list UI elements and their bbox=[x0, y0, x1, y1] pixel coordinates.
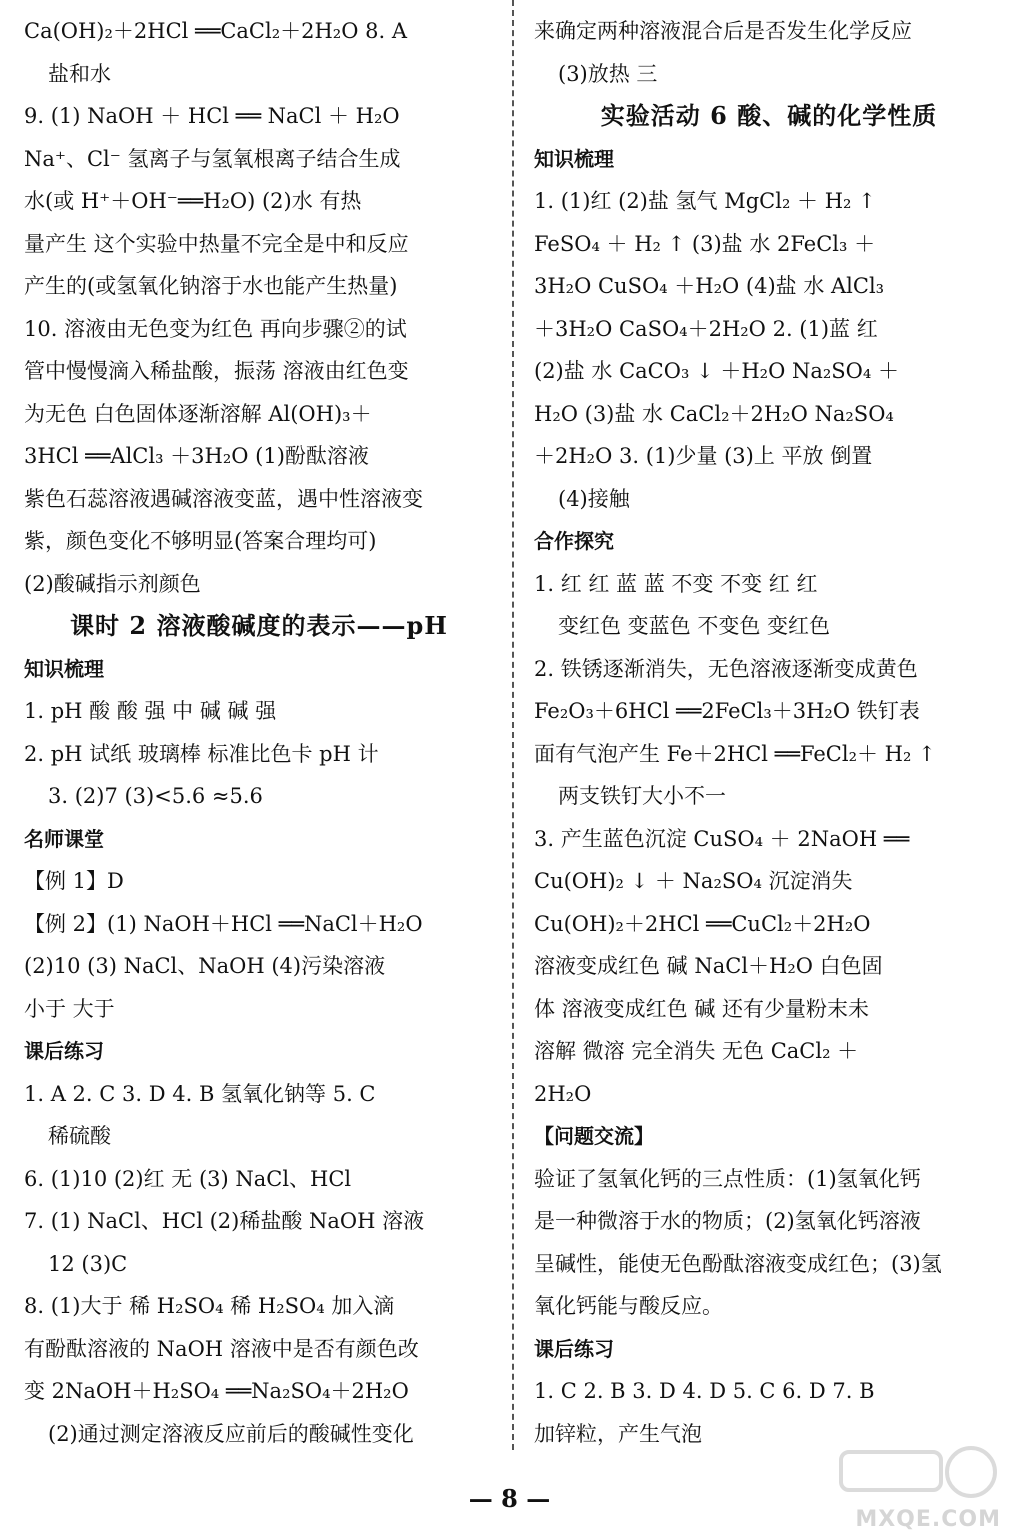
text-line: 溶液变成红色 碱 NaCl＋H₂O 白色固 bbox=[534, 954, 883, 978]
text-line: 变红色 变蓝色 不变色 变红色 bbox=[558, 614, 831, 638]
text-line: ＋3H₂O CaSO₄＋2H₂O 2. (1)蓝 红 bbox=[534, 316, 878, 341]
text-line: 加锌粒，产生气泡 bbox=[534, 1421, 702, 1446]
text-line: 9. (1) NaOH ＋ HCl ══ NaCl ＋ H₂O bbox=[24, 104, 400, 128]
text-line: 管中慢慢滴入稀盐酸，振荡 溶液由红色变 bbox=[24, 359, 409, 383]
text-line: 3H₂O CuSO₄ ＋H₂O (4)盐 水 AlCl₃ bbox=[534, 274, 885, 298]
text-line: H₂O (3)盐 水 CaCl₂＋2H₂O Na₂SO₄ bbox=[534, 401, 894, 426]
text-line: 盐和水 bbox=[48, 61, 111, 86]
section-title: 实验活动 6 酸、碱的化学性质 bbox=[600, 101, 938, 130]
section-heading: 合作探究 bbox=[534, 529, 614, 553]
text-line: 紫色石蕊溶液遇碱溶液变蓝，遇中性溶液变 bbox=[24, 486, 423, 511]
text-line: 3. (2)7 (3)<5.6 ≈5.6 bbox=[48, 784, 263, 808]
text-line: 7. (1) NaCl、HCl (2)稀盐酸 NaOH 溶液 bbox=[24, 1209, 425, 1233]
watermark-seal-icon bbox=[821, 1442, 1001, 1502]
text-line: 1. A 2. C 3. D 4. B 氢氧化钠等 5. C bbox=[24, 1081, 376, 1106]
text-line: 1. (1)红 (2)盐 氢气 MgCl₂ ＋ H₂ ↑ bbox=[534, 189, 876, 213]
text-line: 是一种微溶于水的物质；(2)氢氧化钙溶液 bbox=[534, 1209, 921, 1233]
section-heading: 课后练习 bbox=[24, 1039, 104, 1063]
text-line: 变 2NaOH＋H₂SO₄ ══Na₂SO₄＋2H₂O bbox=[24, 1379, 409, 1403]
text-line: 【例 2】(1) NaOH＋HCl ══NaCl＋H₂O bbox=[24, 911, 423, 936]
text-line: (2)通过测定溶液反应前后的酸碱性变化 bbox=[48, 1421, 414, 1446]
text-line: Ca(OH)₂＋2HCl ══CaCl₂＋2H₂O 8. A bbox=[24, 19, 407, 43]
watermark-logo bbox=[801, 1442, 1001, 1532]
text-line: Cu(OH)₂ ↓ ＋ Na₂SO₄ 沉淀消失 bbox=[534, 869, 853, 893]
text-line: Fe₂O₃＋6HCl ══2FeCl₃＋3H₂O 铁钉表 bbox=[534, 699, 920, 723]
right-column bbox=[534, 10, 1004, 1455]
text-line: FeSO₄ ＋ H₂ ↑ (3)盐 水 2FeCl₃ ＋ bbox=[534, 231, 876, 256]
text-line: 3HCl ══AlCl₃ ＋3H₂O (1)酚酞溶液 bbox=[24, 444, 369, 468]
text-line: 8. (1)大于 稀 H₂SO₄ 稀 H₂SO₄ 加入滴 bbox=[24, 1294, 395, 1318]
text-line: 体 溶液变成红色 碱 还有少量粉末未 bbox=[534, 996, 870, 1021]
section-heading: 知识梳理 bbox=[24, 656, 104, 681]
text-line: 氧化钙能与酸反应。 bbox=[534, 1294, 723, 1318]
page-number: — 8 — bbox=[468, 1484, 551, 1513]
text-line: (2)酸碱指示剂颜色 bbox=[24, 571, 201, 596]
text-line: Na⁺、Cl⁻ 氢离子与氢氧根离子结合生成 bbox=[24, 146, 401, 171]
text-line: 小于 大于 bbox=[24, 996, 115, 1021]
watermark-text: MXQE.COM bbox=[855, 1507, 1001, 1532]
text-line: 量产生 这个实验中热量不完全是中和反应 bbox=[24, 231, 409, 256]
section-heading: 【问题交流】 bbox=[534, 1124, 654, 1148]
text-line: (2)盐 水 CaCO₃ ↓ ＋H₂O Na₂SO₄ ＋ bbox=[534, 359, 899, 383]
text-line: 【例 1】D bbox=[24, 869, 124, 893]
text-line: Cu(OH)₂＋2HCl ══CuCl₂＋2H₂O bbox=[534, 911, 871, 936]
text-line: (4)接触 bbox=[558, 486, 630, 511]
text-line: 面有气泡产生 Fe＋2HCl ══FeCl₂＋ H₂ ↑ bbox=[534, 741, 936, 766]
text-line: 溶解 微溶 完全消失 无色 CaCl₂ ＋ bbox=[534, 1039, 859, 1063]
text-line: 水(或 H⁺＋OH⁻══H₂O) (2)水 有热 bbox=[24, 189, 362, 213]
section-heading: 课后练习 bbox=[534, 1336, 614, 1361]
text-line: 1. C 2. B 3. D 4. D 5. C 6. D 7. B bbox=[534, 1379, 875, 1403]
text-line: ＋2H₂O 3. (1)少量 (3)上 平放 倒置 bbox=[534, 444, 873, 468]
column-divider bbox=[512, 0, 514, 1450]
text-line: 2. pH 试纸 玻璃棒 标准比色卡 pH 计 bbox=[24, 741, 379, 766]
text-line: 2. 铁锈逐渐消失，无色溶液逐渐变成黄色 bbox=[534, 656, 918, 681]
text-line: (3)放热 三 bbox=[558, 61, 658, 86]
text-line: 稀硫酸 bbox=[48, 1124, 111, 1148]
section-heading: 名师课堂 bbox=[24, 826, 104, 851]
text-line: 1. 红 红 蓝 蓝 不变 不变 红 红 bbox=[534, 571, 818, 596]
text-line: 产生的(或氢氧化钠溶于水也能产生热量) bbox=[24, 274, 398, 298]
text-line: 1. pH 酸 酸 强 中 碱 碱 强 bbox=[24, 699, 277, 723]
text-line: 紫，颜色变化不够明显(答案合理均可) bbox=[24, 529, 377, 553]
section-heading: 知识梳理 bbox=[534, 146, 614, 171]
text-line: 有酚酞溶液的 NaOH 溶液中是否有颜色改 bbox=[24, 1336, 419, 1361]
text-line: 6. (1)10 (2)红 无 (3) NaCl、HCl bbox=[24, 1166, 352, 1191]
text-line: 来确定两种溶液混合后是否发生化学反应 bbox=[534, 19, 912, 43]
text-line: 12 (3)C bbox=[48, 1251, 128, 1276]
text-line: 为无色 白色固体逐渐溶解 Al(OH)₃＋ bbox=[24, 401, 372, 426]
text-line: 两支铁钉大小不一 bbox=[558, 784, 726, 808]
text-line: 10. 溶液由无色变为红色 再向步骤②的试 bbox=[24, 316, 407, 341]
text-line: 呈碱性，能使无色酚酞溶液变成红色；(3)氢 bbox=[534, 1251, 942, 1276]
text-line: 2H₂O bbox=[534, 1081, 592, 1106]
text-line: (2)10 (3) NaCl、NaOH (4)污染溶液 bbox=[24, 954, 386, 978]
left-column bbox=[24, 10, 494, 1455]
text-line: 3. 产生蓝色沉淀 CuSO₄ ＋ 2NaOH ══ bbox=[534, 826, 910, 851]
text-line: 验证了氢氧化钙的三点性质：(1)氢氧化钙 bbox=[534, 1166, 921, 1191]
section-title: 课时 2 溶液酸碱度的表示——pH bbox=[70, 611, 448, 640]
